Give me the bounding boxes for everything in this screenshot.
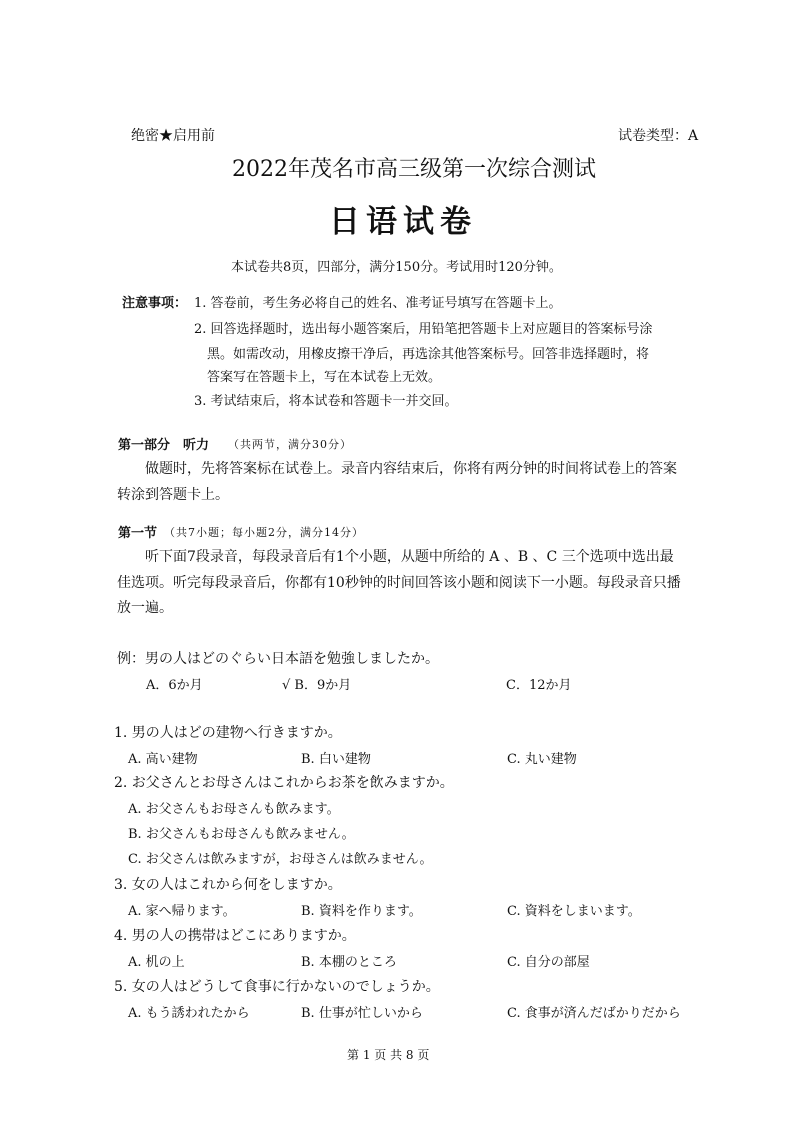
question-3-stem: 3. 女の人はこれから何をしますか。 — [114, 877, 342, 893]
question-5-option-a: A. もう誘われたから — [128, 1006, 250, 1021]
notes-label: 注意事项： — [122, 296, 188, 311]
example-option-c: C．12か月 — [506, 678, 572, 693]
example-question: 例：男の人はどのぐらい日本語を勉強しましたか。 — [117, 651, 439, 667]
question-4-option-a: A. 机の上 — [128, 955, 185, 970]
part1-heading: 第一部分 听力 — [118, 438, 210, 453]
question-3-option-c: C. 資料をしまいます。 — [507, 904, 641, 919]
part1-heading-note: （共两节，满分30分） — [228, 438, 352, 451]
example-option-b: √ B．9か月 — [282, 678, 352, 693]
question-1-option-b: B. 白い建物 — [301, 752, 371, 767]
question-5-option-c: C. 食事が済んだばかりだから — [507, 1006, 681, 1021]
subject-title: 日语试卷 — [329, 204, 477, 240]
confidential-label: 绝密★启用前 — [131, 128, 215, 144]
page-footer: 第 1 页 共 8 页 — [347, 1048, 430, 1062]
part1-instruction-line-1: 做题时，先将答案标在试卷上。录音内容结束后，你将有两分钟的时间将试卷上的答案 — [145, 461, 677, 477]
question-3-option-b: B. 資料を作ります。 — [301, 904, 422, 919]
question-1-option-c: C. 丸い建物 — [507, 752, 577, 767]
section1-instruction-line-1: 听下面7段录音，每段录音后有1个小题，从题中所给的 A 、B 、C 三个选项中选出最 — [145, 549, 674, 565]
section1-heading: 第一节 — [118, 526, 158, 541]
note-item-2: 2. 回答选择题时，选出每小题答案后，用铅笔把答题卡上对应题目的答案标号涂 — [194, 322, 653, 337]
note-item-2-cont-1: 黑。如需改动，用橡皮擦干净后，再选涂其他答案标号。回答非选择题时，将 — [207, 347, 650, 362]
question-5-stem: 5. 女の人はどうして食事に行かないのでしょうか。 — [114, 979, 440, 995]
question-2-option-b: B. お父さんもお母さんも飲みません。 — [128, 827, 355, 842]
section1-instruction-line-2: 佳选项。听完每段录音后，你都有10秒钟的时间回答该小题和阅读下一小题。每段录音只播 — [117, 575, 681, 591]
exam-title: 2022年茂名市高三级第一次综合测试 — [232, 157, 596, 182]
question-4-option-c: C. 自分の部屋 — [507, 955, 590, 970]
exam-info: 本试卷共8页，四部分，满分150分。考试用时120分钟。 — [231, 260, 562, 275]
question-3-option-a: A. 家へ帰ります。 — [128, 904, 236, 919]
paper-type-label: 试卷类型：A — [618, 128, 699, 144]
section1-instruction-line-3: 放一遍。 — [117, 600, 173, 616]
question-4-stem: 4. 男の人の携帯はどこにありますか。 — [114, 928, 356, 944]
example-option-a: A．6か月 — [146, 678, 203, 693]
question-2-option-c: C. お父さんは飲みますが，お母さんは飲みません。 — [128, 852, 433, 867]
note-item-2-cont-2: 答案写在答题卡上，写在本试卷上无效。 — [207, 370, 442, 385]
part1-instruction-line-2: 转涂到答题卡上。 — [117, 487, 229, 503]
section1-heading-note: （共7小题；每小题2分，满分14分） — [164, 526, 364, 539]
question-2-stem: 2. お父さんとお母さんはこれからお茶を飲みますか。 — [114, 775, 454, 791]
question-1-stem: 1. 男の人はどの建物へ行きますか。 — [114, 725, 342, 741]
question-5-option-b: B. 仕事が忙しいから — [301, 1006, 423, 1021]
question-4-option-b: B. 本棚のところ — [301, 955, 397, 970]
question-2-option-a: A. お父さんもお母さんも飲みます。 — [128, 802, 340, 817]
note-item-1: 1. 答卷前，考生务必将自己的姓名、准考证号填写在答题卡上。 — [194, 296, 562, 311]
note-item-3: 3. 考试结束后，将本试卷和答题卡一并交回。 — [194, 394, 458, 409]
question-1-option-a: A. 高い建物 — [128, 752, 198, 767]
